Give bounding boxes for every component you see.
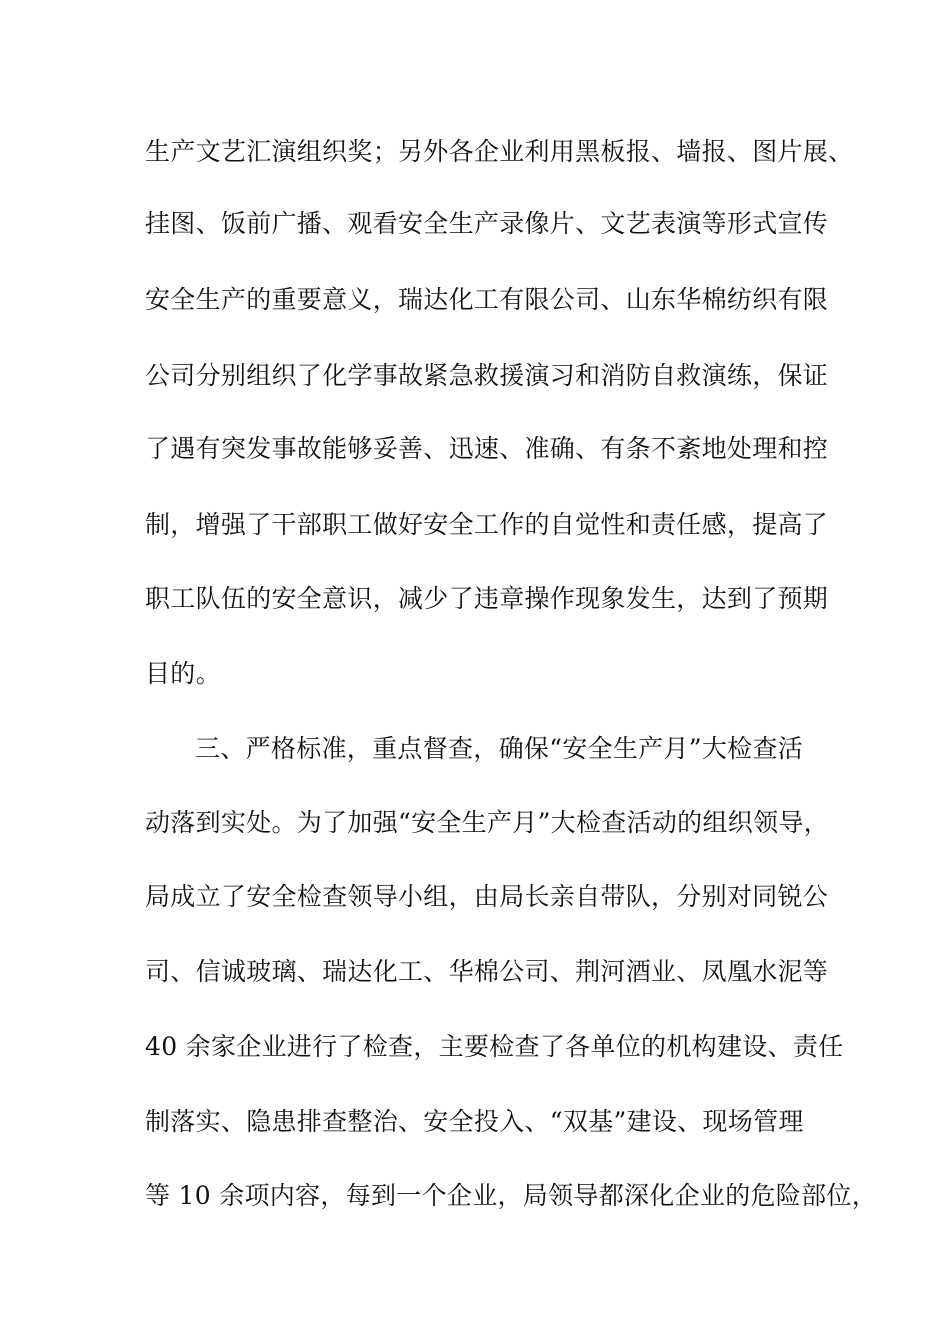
section-heading-line: 三、严格标准，重点督查，确保“安全生产月”大检查活 [195, 734, 804, 763]
text-line: 生产文艺汇演组织奖；另外各企业利用黑板报、墙报、图片展、 [145, 137, 854, 166]
text-line: 挂图、饭前广播、观看安全生产录像片、文艺表演等形式宣传 [145, 209, 829, 238]
text-line: 制落实、隐患排查整治、安全投入、“双基”建设、现场管理 [145, 1107, 804, 1136]
text-line: 动落到实处。为了加强“安全生产月”大检查活动的组织领导， [145, 808, 829, 837]
text-line: 了遇有突发事故能够妥善、迅速、准确、有条不紊地处理和控 [145, 434, 829, 463]
text-line: 目的。 [145, 659, 221, 688]
text-line: 职工队伍的安全意识，减少了违章操作现象发生，达到了预期 [145, 584, 829, 613]
text-line: 司、信诚玻璃、瑞达化工、华棉公司、荆河酒业、凤凰水泥等 [145, 957, 829, 986]
text-line: 等 10 余项内容，每到一个企业，局领导都深化企业的危险部位， [145, 1181, 878, 1210]
text-line: 制，增强了干部职工做好安全工作的自觉性和责任感，提高了 [145, 510, 829, 539]
text-line: 公司分别组织了化学事故紧急救援演习和消防自救演练，保证 [145, 361, 829, 390]
text-line: 安全生产的重要意义，瑞达化工有限公司、山东华棉纺织有限 [145, 285, 829, 314]
text-line: 40 余家企业进行了检查，主要检查了各单位的机构建设、责任 [145, 1032, 844, 1061]
text-line: 局成立了安全检查领导小组，由局长亲自带队，分别对同锐公 [145, 882, 829, 911]
